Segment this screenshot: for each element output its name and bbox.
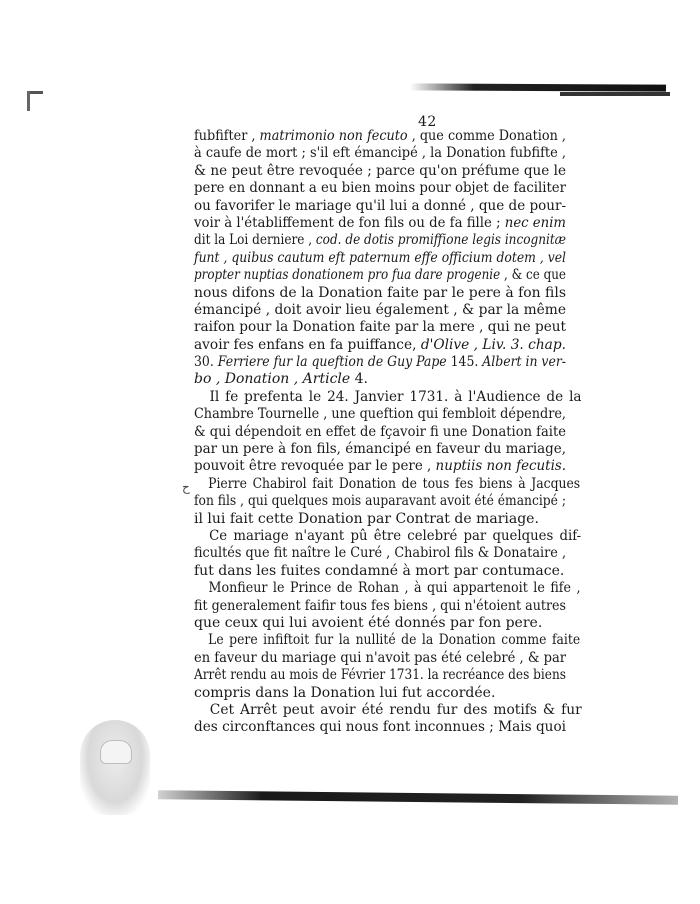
text-span: avoir fes enfans en fa puiffance, — [194, 336, 421, 353]
text-line — [194, 511, 566, 528]
text-line — [194, 476, 580, 493]
text-line — [194, 615, 566, 632]
text-line — [194, 563, 566, 580]
text-span: ficultés que fit naître le Curé , Chabirol fils & Donataire , — [194, 545, 567, 562]
text-line — [194, 580, 580, 597]
text-span: , & ce que — [500, 267, 566, 284]
text-span: pouvoit être revoquée par le pere , — [194, 458, 436, 475]
binding-shadow-top-edge — [560, 92, 670, 96]
italic-text: cod. de dotis promiffione legis incognitæ — [315, 232, 567, 249]
text-span: dit la Loi derniere , — [194, 232, 316, 249]
text-line — [194, 128, 566, 145]
text-span: Le pere infiftoit fur la nullité de la Donation comme faite — [208, 632, 581, 649]
text-span: pere en donnant a eu bien moins pour objet de faciliter — [194, 180, 566, 197]
text-line — [194, 667, 566, 684]
italic-text: d'Olive , Liv. 3. chap. — [420, 336, 567, 353]
italic-text: bo , Donation , Article — [194, 371, 351, 388]
text-span: fut dans les fuites condamné à mort par contumace. — [194, 562, 565, 579]
italic-text: nuptiis non fecutis. — [435, 458, 567, 475]
text-line — [194, 719, 566, 736]
thumb-smudge — [80, 720, 150, 815]
text-line — [194, 145, 566, 162]
text-span: par un pere à fon fils, émancipé en faveur du mariage, — [194, 441, 567, 458]
text-line — [194, 285, 566, 302]
text-span: il lui fait cette Donation par Contrat de mariage. — [194, 510, 539, 527]
text-span: émancipé , doit avoir lieu également , & par la même — [194, 301, 566, 318]
text-line — [194, 250, 566, 267]
text-span: des circonftances qui nous font inconnues ; Mais quoi — [194, 719, 567, 736]
text-span: 4. — [350, 371, 368, 388]
text-span: nous difons de la Donation faite par le pere à fon fils — [194, 284, 566, 301]
text-span: Chambre Tournelle , une queftion qui fembloit dépendre, — [194, 406, 567, 423]
body-text — [194, 128, 582, 737]
text-line — [194, 267, 566, 284]
text-line — [194, 545, 566, 562]
text-span: , que comme Donation , — [407, 128, 567, 144]
text-span: à caufe de mort ; s'il eft émancipé , la Donation fubfifte , — [194, 145, 567, 162]
text-span: ou favorifer le mariage qu'il lui a donné , que de pour- — [194, 197, 567, 214]
text-line — [194, 163, 566, 180]
italic-text: Ferriere fur la queftion de Guy Pape — [217, 354, 447, 371]
italic-text: Albert in ver- — [482, 354, 566, 371]
text-line — [194, 371, 566, 388]
binding-shadow-bottom — [158, 790, 678, 804]
text-span: compris dans la Donation lui fut accordée. — [194, 684, 496, 701]
text-span: Il fe prefenta le 24. Janvier 1731. à l'Audience de la — [209, 388, 582, 405]
italic-text: funt , quibus cautum eft paternum effe officium dotem , vel — [194, 249, 567, 266]
margin-mark: ح — [182, 480, 190, 494]
text-span: 145. — [446, 354, 483, 371]
text-line — [194, 458, 566, 475]
text-span: Pierre Chabirol fait Donation de tous fes biens à Jacques — [208, 475, 581, 492]
text-span: en faveur du mariage qui n'avoit pas été celebré , & par — [194, 649, 567, 666]
text-line — [194, 493, 566, 510]
text-line — [194, 319, 566, 336]
text-span: 30. — [194, 354, 218, 371]
text-line — [194, 702, 582, 719]
text-span: fit generalement faifir tous fes biens , qui n'étoient autres — [194, 597, 567, 614]
page-number: 42 — [418, 114, 437, 130]
italic-text: nec enim — [504, 214, 567, 231]
text-span: Arrêt rendu au mois de Février 1731. la recréance des biens — [194, 667, 566, 684]
text-span: Monfieur le Prince de Rohan , à qui appartenoit le fife , — [208, 580, 581, 597]
text-span: Ce mariage n'ayant pû être celebré par quelques dif- — [209, 527, 582, 544]
text-span: & ne peut être revoquée ; parce qu'on préfume que le — [194, 162, 567, 179]
text-line — [194, 650, 566, 667]
text-line — [194, 598, 566, 615]
text-line — [194, 354, 566, 371]
text-line — [194, 180, 566, 197]
text-line — [194, 215, 566, 232]
text-line — [194, 389, 582, 406]
text-span: Cet Arrêt peut avoir été rendu fur des motifs & fur — [209, 701, 582, 718]
text-span: voir à l'établiffement de fon fils ou de fa fille ; — [194, 214, 505, 231]
text-line — [194, 232, 566, 249]
italic-text: matrimonio non fecuto — [259, 128, 408, 144]
text-span: & qui dépendoit en effet de fçavoir fi une Donation faite — [194, 423, 566, 440]
text-line — [194, 337, 566, 354]
text-line — [194, 406, 566, 423]
text-line — [194, 685, 566, 702]
text-line — [194, 302, 566, 319]
text-line — [194, 424, 566, 441]
thumbnail-outline — [100, 740, 132, 764]
text-span: raifon pour la Donation faite par la mere , qui ne peut — [194, 319, 567, 336]
text-line — [194, 441, 566, 458]
text-span: fon fils , qui quelques mois auparavant avoit été émancipé ; — [194, 493, 566, 510]
page-corner-mark-vertical — [27, 91, 30, 111]
text-span: fubfifter , — [194, 128, 260, 144]
text-line — [194, 632, 580, 649]
text-line — [194, 198, 566, 215]
binding-shadow-top — [410, 83, 666, 91]
text-span: que ceux qui lui avoient été donnés par fon pere. — [194, 614, 543, 631]
italic-text: propter nuptias donationem pro fua dare progenie — [194, 267, 501, 284]
text-line — [194, 528, 581, 545]
